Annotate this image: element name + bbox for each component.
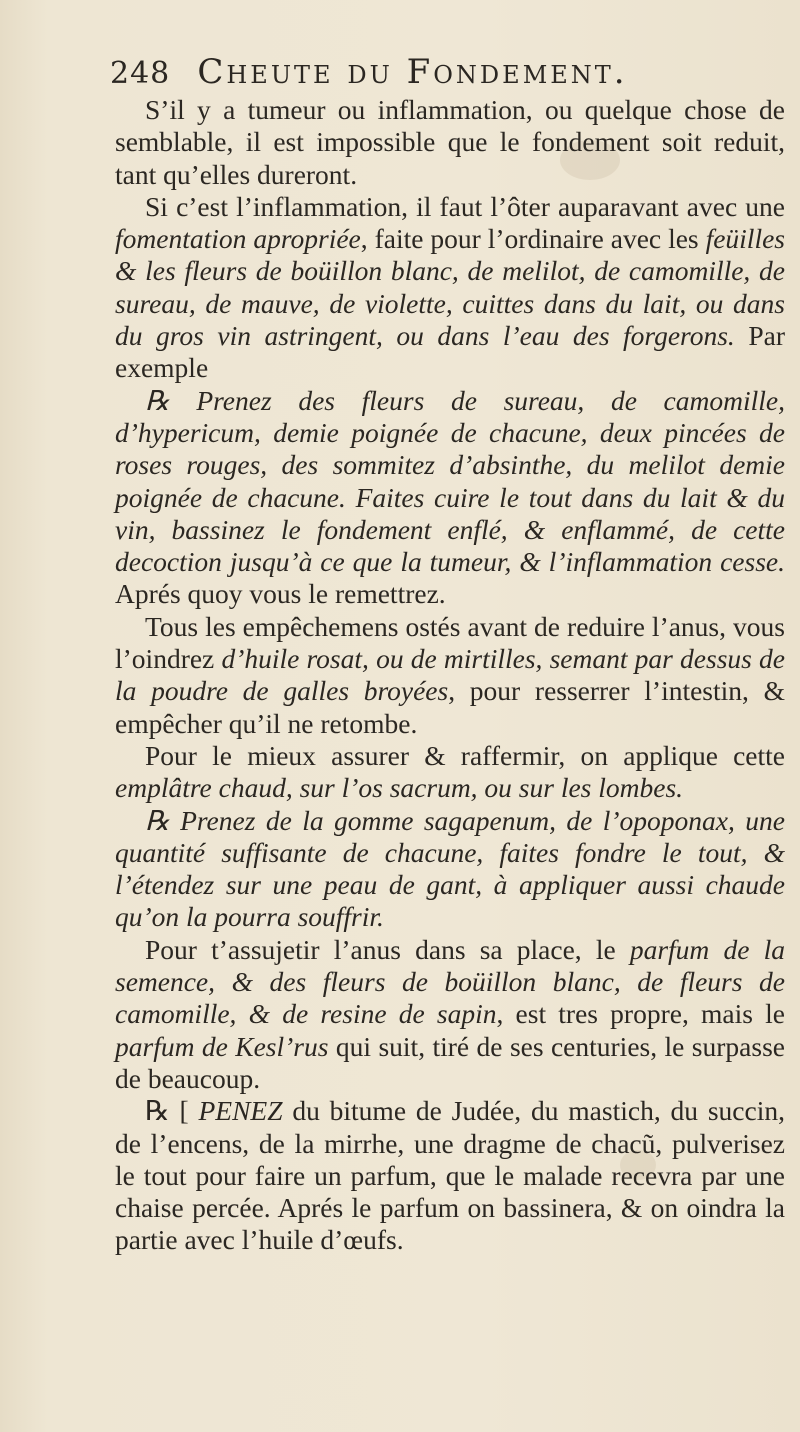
italic-text: PENEZ — [198, 1095, 283, 1127]
paragraph — [115, 805, 785, 934]
italic-text: d’huile rosat, ou de mirtilles, semant par dessus de la poudre de galles broyées — [115, 643, 785, 707]
italic-text: parfum de Kesl’rus — [115, 1030, 329, 1062]
text-run: Aprés quoy vous le remettrez. — [115, 578, 446, 610]
text-run: Par exemple — [115, 320, 785, 384]
italic-text: ℞ Prenez des fleurs de sureau, de camomille, d’hypericum, demie poignée de chacune, deux pincées de roses rouges, des sommitez d’absinthe, du melilot demie poignée de chacune. Faites cuire le tout dans du lait & du vin, bassinez le fondement enflé, & enflammé, de cette decoction jusqu’à ce que la tumeur, & l’inflammation cesse. — [115, 384, 785, 578]
text-run: qui suit, tiré de ses centuries, le surpasse de beaucoup. — [115, 1030, 785, 1094]
text-run: Tous les empêchemens ostés avant de reduire l’anus, vous l’oindrez — [115, 610, 785, 675]
paragraph — [115, 934, 785, 1095]
text-run: , faite pour l’ordinaire avec les — [360, 223, 706, 255]
page-header — [110, 52, 760, 92]
paragraph — [115, 1095, 785, 1256]
text-run: S’il y a tumeur ou inflammation, ou quelque chose de semblable, il est impossible que le fondement soit reduit, tant qu’elles dureront. — [115, 94, 785, 190]
text-run: ℞ [ — [145, 1095, 199, 1127]
text-run: Si c’est l’inflammation, il faut l’ôter auparavant avec une — [145, 190, 785, 222]
paragraph — [115, 740, 785, 805]
paragraph — [115, 611, 785, 740]
running-head: Cheute du Fondement. — [197, 52, 628, 92]
italic-text: emplâtre chaud, sur l’os sacrum, ou sur les lombes. — [115, 772, 684, 804]
page-number: 248 — [110, 56, 171, 91]
italic-text: parfum de la semence, & des fleurs de boüillon blanc, de fleurs de camomille, & de resine de sapin — [115, 933, 785, 1030]
italic-text: fomentation apropriée — [115, 223, 361, 255]
italic-text: ℞ Prenez de la gomme sagapenum, de l’opoponax, une quantité suffisante de chacune, faites fondre le tout, & l’étendez sur une peau de gant, à appliquer aussi chaude qu’on la pourra souffrir. — [115, 804, 785, 933]
text-run: , est tres propre, mais le — [496, 998, 785, 1030]
paragraph — [115, 94, 785, 191]
page-body — [115, 94, 785, 1257]
text-run: Pour t’assujetir l’anus dans sa place, le — [145, 933, 630, 965]
italic-text: feüilles & les fleurs de boüillon blanc, de melilot, de camomille, de sureau, de mauve, de violette, cuittes dans du lait, ou dans du gros vin astringent, ou dans l’eau des forgerons. — [115, 223, 785, 352]
text-run: Pour le mieux assurer & raffermir, on applique cette — [145, 739, 785, 771]
paragraph — [115, 191, 785, 385]
text-run: , pour resserrer l’intestin, & empêcher qu’il ne retombe. — [115, 675, 785, 739]
paragraph — [115, 385, 785, 611]
text-run: du bitume de Judée, du mastich, du succin, de l’encens, de la mirrhe, une dragme de chacũ, pulverisez le tout pour faire un parfum, que le malade recevra par une chaise percée. Aprés le parfum on bassinera, & on oindra la partie avec l’huile d’œufs. — [115, 1095, 785, 1256]
